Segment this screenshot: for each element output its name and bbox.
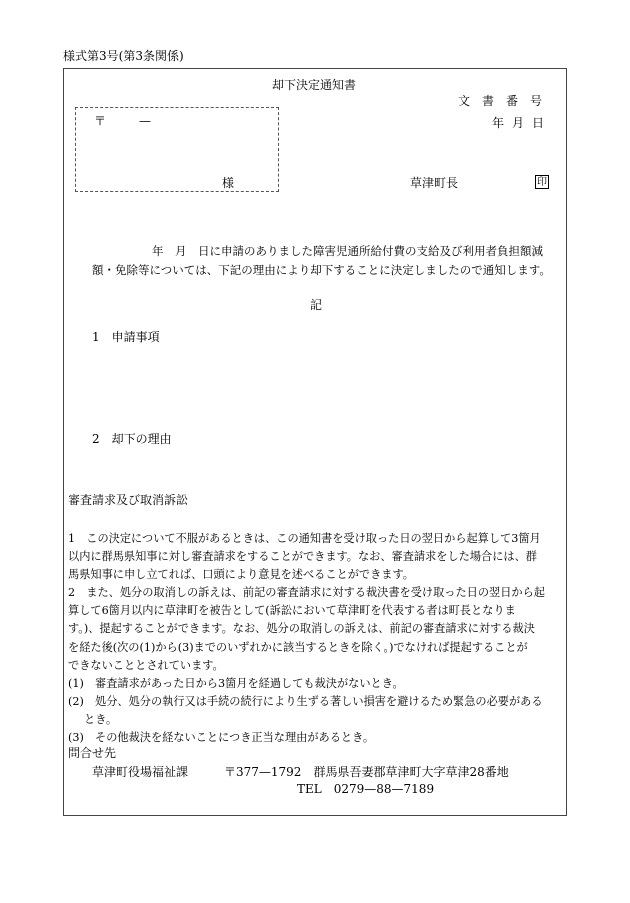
document-title: 却下決定通知書 [272,78,357,92]
notice-line-2: 額・免除等については、下記の理由により却下することに決定しましたので通知します。 [92,263,551,277]
item-rejection-reason: 2 却下の理由 [92,432,172,446]
postal-mark: 〒 [94,114,107,128]
appeal-line: (2) 処分、処分の執行又は手続の続行により生ずる著しい損害を避けるため緊急の必要がある [68,694,543,708]
appeal-line: 馬県知事に申し立てれば、口頭により意見を述べることができます。 [68,568,414,582]
appeal-line: 算して6箇月以内に草津町を被告として(訴訟において草津町を代表する者は町長となりま [68,604,516,618]
notice-line-1: 年 月 日に申請のありました障害児通所給付費の支給及び利用者負担額減 [152,244,543,258]
postal-dash: — [139,114,151,128]
seal-stamp: 印 [537,177,547,188]
sender-name: 草津町長 [410,176,459,190]
appeal-line: (3) その他裁決を経ないことにつき正当な理由があるとき。 [68,731,375,745]
appeal-line: 以内に群馬県知事に対し審査請求をすることができます。なお、審査請求をした場合には、群 [68,550,537,564]
appeal-line: できないこととされています。 [68,658,224,672]
appeal-line: (1) 審査請求があった日から3箇月を経過しても裁決がないとき。 [68,676,404,690]
appeal-line: を経た後(次の(1)から(3)までのいずれかに該当するときを除く。)でなければ提起することが [68,640,528,654]
contact-address: 草津町役場福祉課 〒377—1792 群馬県吾妻郡草津町大字草津28番地 [92,765,509,779]
appeal-line: 1 この決定について不服があるときは、この通知書を受け取った日の翌日から起算して3箇月 [68,532,541,545]
appeal-text [68,530,562,747]
item-application-matter: 1 申請事項 [92,330,160,344]
notice-body [92,242,560,280]
ki-heading: 記 [310,298,323,312]
appeal-heading: 審査請求及び取消訴訟 [68,493,189,507]
appeal-line: とき。 [84,712,118,726]
appeal-line: 2 また、処分の取消しの訴えは、前記の審査請求に対する裁決書を受け取った日の翌日から起 [68,586,545,600]
doc-number-label: 文書番号 [458,94,555,108]
appeal-line: す。)、提起することができます。なお、処分の取消しの訴えは、前記の審査請求に対する裁決 [68,622,535,636]
contact-phone: TEL 0279—88—7189 [297,782,435,796]
contact-heading: 問合せ先 [68,746,117,760]
form-label: 様式第3号(第3条関係) [63,49,184,63]
date-label: 年月日 [492,116,553,130]
recipient-honorific: 様 [222,176,235,190]
